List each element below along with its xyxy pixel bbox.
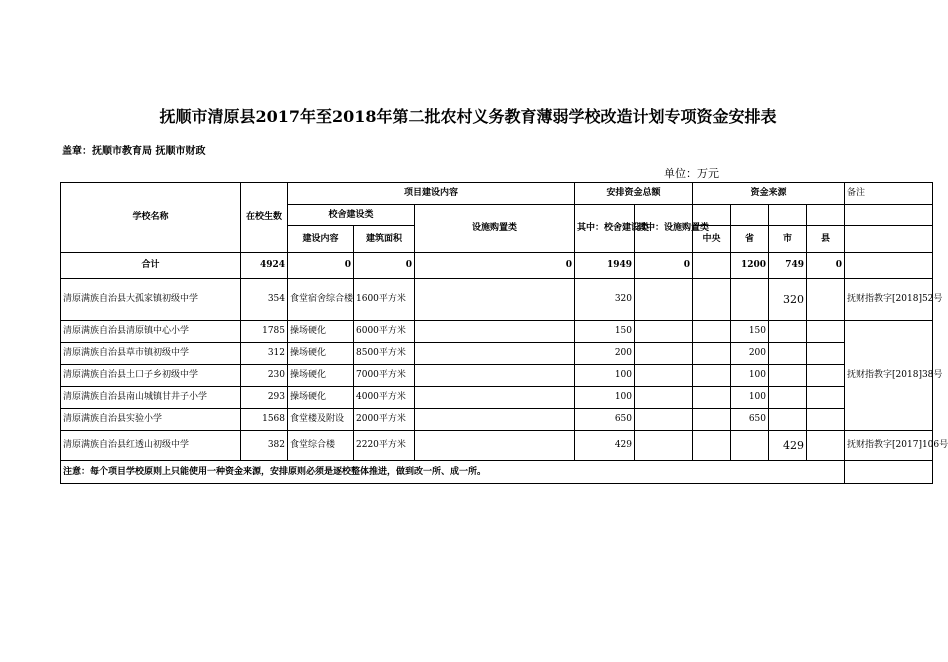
total-row — [61, 253, 933, 279]
total-central-source — [693, 253, 731, 279]
county-funds — [807, 365, 845, 387]
table-row — [61, 409, 933, 431]
header-remark: 备注 — [845, 183, 933, 205]
blank-cell — [807, 205, 845, 226]
funds-total: 150 — [575, 321, 635, 343]
equipment-cell — [415, 343, 575, 365]
header-students: 在校生数 — [241, 183, 288, 253]
build-content: 食堂楼及附设 — [288, 409, 354, 431]
county-funds — [807, 279, 845, 321]
blank-cell — [731, 205, 769, 226]
county-funds — [807, 431, 845, 461]
equipment-cell — [415, 409, 575, 431]
equip-funds — [635, 279, 693, 321]
blank-cell — [845, 205, 933, 226]
build-area: 1600平方米 — [354, 279, 415, 321]
city-funds — [769, 321, 807, 343]
header-build-content: 建设内容 — [288, 226, 354, 253]
remark-cell: 抚财指教字[2018]38号 — [845, 321, 933, 431]
table-row — [61, 321, 933, 343]
equip-funds — [635, 321, 693, 343]
header-province: 省 — [731, 226, 769, 253]
header-funds-total: 安排资金总额 — [575, 183, 693, 205]
table-row — [61, 343, 933, 365]
equip-funds — [635, 387, 693, 409]
total-equipment: 0 — [415, 253, 575, 279]
province-funds: 650 — [731, 409, 769, 431]
remark-cell: 抚财指教字[2018]52号 — [845, 279, 933, 321]
equip-funds — [635, 431, 693, 461]
total-central: 0 — [635, 253, 693, 279]
build-area: 4000平方米 — [354, 387, 415, 409]
table-row — [61, 279, 933, 321]
central-funds — [693, 279, 731, 321]
central-funds — [693, 321, 731, 343]
central-funds — [693, 387, 731, 409]
header-of-which-dorm: 其中：校舍建设类 — [575, 205, 635, 253]
city-funds — [769, 343, 807, 365]
province-funds: 200 — [731, 343, 769, 365]
school-students: 382 — [241, 431, 288, 461]
stamp-line: 盖章：抚顺市教育局 抚顺市财政 — [62, 146, 206, 157]
county-funds — [807, 343, 845, 365]
build-content: 食堂宿舍综合楼 — [288, 279, 354, 321]
header-central: 中央 — [693, 226, 731, 253]
build-content: 操场硬化 — [288, 343, 354, 365]
unit-label: 单位：万元 — [664, 167, 719, 180]
table-row — [61, 387, 933, 409]
county-funds — [807, 387, 845, 409]
remark-cell: 抚财指教字[2017]106号 — [845, 431, 933, 461]
header-of-which-equip: 其中：设施购置类 — [635, 205, 693, 253]
header-school-name: 学校名称 — [61, 183, 241, 253]
equip-funds — [635, 343, 693, 365]
header-county: 县 — [807, 226, 845, 253]
total-label: 合计 — [61, 253, 241, 279]
city-funds — [769, 409, 807, 431]
blank-cell — [845, 253, 933, 279]
school-students: 1785 — [241, 321, 288, 343]
school-students: 1568 — [241, 409, 288, 431]
school-name: 清原满族自治县大孤家镇初级中学 — [61, 279, 241, 321]
school-name: 清原满族自治县草市镇初级中学 — [61, 343, 241, 365]
province-funds: 100 — [731, 387, 769, 409]
header-city: 市 — [769, 226, 807, 253]
city-funds: 320 — [769, 279, 807, 321]
equipment-cell — [415, 321, 575, 343]
county-funds — [807, 321, 845, 343]
equipment-cell — [415, 387, 575, 409]
equipment-cell — [415, 431, 575, 461]
school-name: 清原满族自治县土口子乡初级中学 — [61, 365, 241, 387]
note-text: 注意：每个项目学校原则上只能使用一种资金来源，安排原则必须是逐校整体推进，做到改一所、成一所。 — [61, 461, 845, 484]
header-row-1 — [61, 183, 933, 205]
funds-total: 200 — [575, 343, 635, 365]
central-funds — [693, 431, 731, 461]
school-students: 230 — [241, 365, 288, 387]
build-area: 2220平方米 — [354, 431, 415, 461]
province-funds — [731, 279, 769, 321]
total-county: 0 — [807, 253, 845, 279]
build-area: 2000平方米 — [354, 409, 415, 431]
page-title: 抚顺市清原县2017年至2018年第二批农村义务教育薄弱学校改造计划专项资金安排表 — [159, 107, 777, 126]
equip-funds — [635, 365, 693, 387]
school-name: 清原满族自治县红透山初级中学 — [61, 431, 241, 461]
total-build-area: 0 — [354, 253, 415, 279]
total-funds: 1949 — [575, 253, 635, 279]
build-area: 7000平方米 — [354, 365, 415, 387]
build-area: 6000平方米 — [354, 321, 415, 343]
province-funds: 100 — [731, 365, 769, 387]
equip-funds — [635, 409, 693, 431]
school-students: 312 — [241, 343, 288, 365]
city-funds: 429 — [769, 431, 807, 461]
header-funds-source: 资金来源 — [693, 183, 845, 205]
total-city: 749 — [769, 253, 807, 279]
header-equipment: 设施购置类 — [415, 205, 575, 253]
header-build-area: 建筑面积 — [354, 226, 415, 253]
school-name: 清原满族自治县实验小学 — [61, 409, 241, 431]
build-content: 操场硬化 — [288, 365, 354, 387]
central-funds — [693, 343, 731, 365]
table-row — [61, 365, 933, 387]
blank-cell — [769, 205, 807, 226]
total-students: 4924 — [241, 253, 288, 279]
table-row — [61, 431, 933, 461]
header-dorm-build: 校舍建设类 — [288, 205, 415, 226]
blank-cell — [845, 226, 933, 253]
total-build-content: 0 — [288, 253, 354, 279]
note-row — [61, 461, 933, 484]
school-students: 293 — [241, 387, 288, 409]
central-funds — [693, 365, 731, 387]
county-funds — [807, 409, 845, 431]
funding-table — [60, 182, 948, 484]
equipment-cell — [415, 365, 575, 387]
equipment-cell — [415, 279, 575, 321]
build-content: 操场硬化 — [288, 387, 354, 409]
city-funds — [769, 365, 807, 387]
header-project-content: 项目建设内容 — [288, 183, 575, 205]
build-content: 操场硬化 — [288, 321, 354, 343]
school-name: 清原满族自治县清原镇中心小学 — [61, 321, 241, 343]
total-province: 1200 — [731, 253, 769, 279]
city-funds — [769, 387, 807, 409]
province-funds: 150 — [731, 321, 769, 343]
funds-total: 429 — [575, 431, 635, 461]
build-content: 食堂综合楼 — [288, 431, 354, 461]
funds-total: 100 — [575, 387, 635, 409]
province-funds — [731, 431, 769, 461]
school-name: 清原满族自治县南山城镇甘井子小学 — [61, 387, 241, 409]
funds-total: 320 — [575, 279, 635, 321]
build-area: 8500平方米 — [354, 343, 415, 365]
central-funds — [693, 409, 731, 431]
blank-cell — [845, 461, 933, 484]
funds-total: 650 — [575, 409, 635, 431]
school-students: 354 — [241, 279, 288, 321]
funds-total: 100 — [575, 365, 635, 387]
